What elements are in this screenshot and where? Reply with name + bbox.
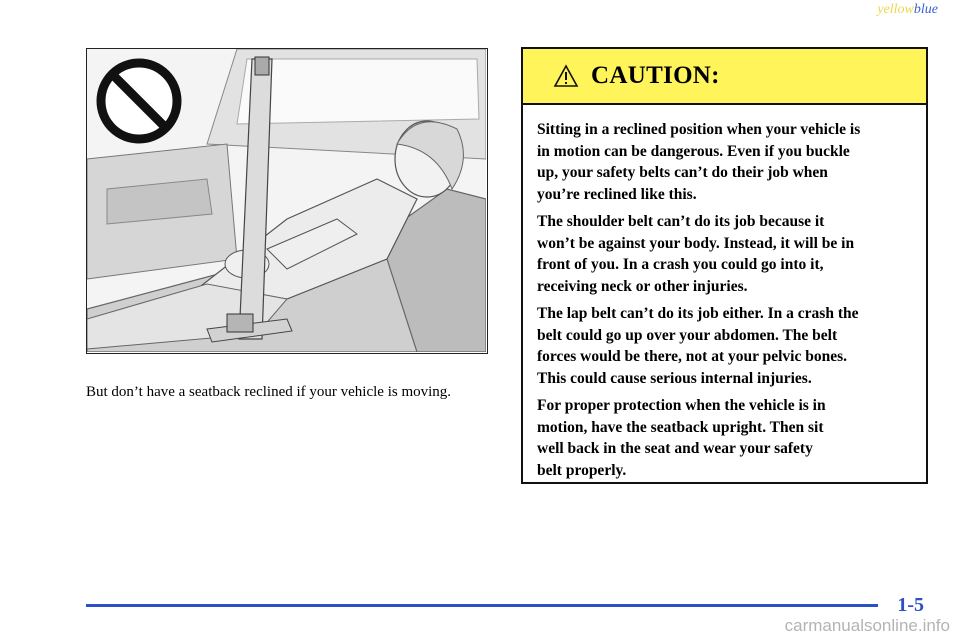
footer-rule	[86, 604, 878, 607]
warning-triangle-icon	[553, 64, 579, 88]
color-tag	[877, 2, 938, 18]
caution-body	[523, 105, 926, 481]
caution-header	[523, 49, 926, 105]
illustration-caption: But don’t have a seatback reclined if your vehicle is moving.	[86, 384, 452, 400]
reclined-seat-illustration	[86, 48, 488, 354]
page-number: 1-5	[897, 594, 924, 616]
caution-box	[521, 47, 928, 484]
caution-paragraph: For proper protection when the vehicle is in motion, have the seatback upright. Then sit well back in the seat and wear your safety belt properly.	[537, 397, 826, 479]
caution-paragraph: The lap belt can’t do its job either. In a crash the belt could go up over your abdomen. The belt forces would be there, not at your pelvic bones. This could cause serious internal injuries.	[537, 305, 859, 387]
caution-title: CAUTION:	[591, 62, 720, 89]
caution-paragraph: Sitting in a reclined position when your vehicle is in motion can be dangerous. Even if you buckle up, your safety belts can’t do their job when you’re reclined like this.	[537, 121, 861, 203]
illustration-drawing	[87, 49, 486, 352]
caution-paragraph: The shoulder belt can’t do its job because it won’t be against your body. Instead, it will be in front of you. In a crash you could go into it, receiving neck or other injuries.	[537, 213, 855, 295]
color-tag-yellow: yellow	[877, 2, 914, 17]
color-tag-blue: blue	[913, 2, 938, 17]
watermark: carmanualsonline.info	[784, 616, 950, 635]
